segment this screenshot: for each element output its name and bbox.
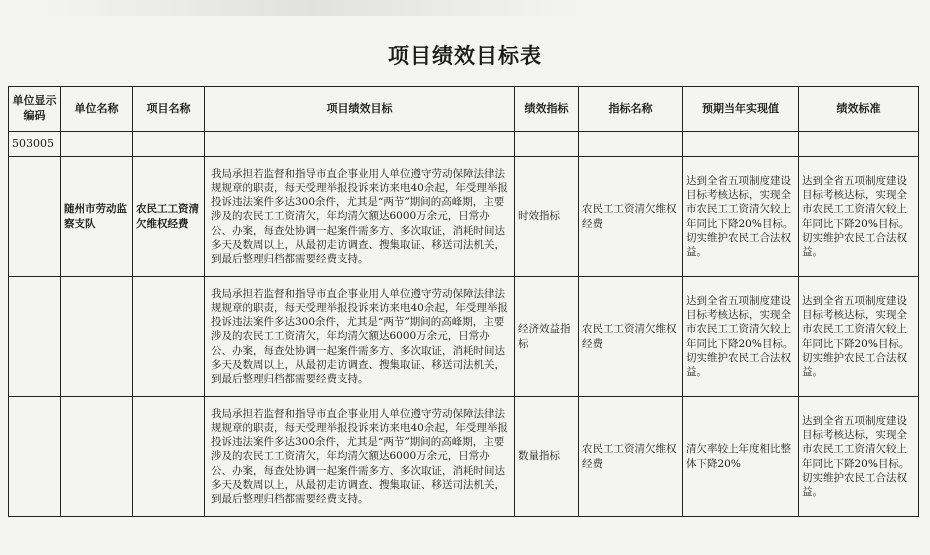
goal-cell: 我局承担若监督和指导市直企事业用人单位遵守劳动保障法律法规规章的职责，每天受理举报投诉来访来电40余起，年受理举报投诉违法案件多达300余件，尤其是“两节”期间的高峰期，主要涉及的农民工工资清欠，年均清欠额达6000万余元，日常办公、办案，每查处协调一起案件需多方、多次取证，消耗时间达多天及数周以上，从最初走访调查、搜集取证、移送司法机关，到最后整理归档都需要经费支持。 [205, 397, 515, 517]
indicator-cell: 数量指标 [515, 397, 579, 517]
performance-table [8, 86, 919, 517]
expected-cell: 达到全省五项制度建设目标考核达标，实现全市农民工工资清欠较上年同比下降20%目标。切实维护农民工合法权益。 [683, 157, 799, 277]
header-standard: 绩效标准 [799, 87, 919, 132]
standard-cell: 达到全省五项制度建设目标考核达标，实现全市农民工工资清欠较上年同比下降20%目标。切实维护农民工合法权益。 [799, 157, 919, 277]
unit-name-cell: 随州市劳动监察支队 [61, 157, 133, 277]
header-project: 项目名称 [133, 87, 205, 132]
header-unit: 单位名称 [61, 87, 133, 132]
expected-cell: 清欠率较上年度相比整体下降20% [683, 397, 799, 517]
indicator-cell: 经济效益指标 [515, 277, 579, 397]
table-row [9, 157, 919, 277]
goal-cell: 我局承担若监督和指导市直企事业用人单位遵守劳动保障法律法规规章的职责，每天受理举报投诉来访来电40余起，年受理举报投诉违法案件多达300余件，尤其是“两节”期间的高峰期，主要涉及的农民工工资清欠，年均清欠额达6000万余元，日常办公、办案，每查处协调一起案件需多方、多次取证，消耗时间达多天及数周以上，从最初走访调查、搜集取证、移送司法机关，到最后整理归档都需要经费支持。 [205, 157, 515, 277]
indicator-name-cell: 农民工工资清欠维权经费 [579, 277, 683, 397]
indicator-name-cell: 农民工工资清欠维权经费 [579, 157, 683, 277]
header-row [9, 87, 919, 132]
header-expected: 预期当年实现值 [683, 87, 799, 132]
standard-cell: 达到全省五项制度建设目标考核达标，实现全市农民工工资清欠较上年同比下降20%目标。切实维护农民工合法权益。 [799, 277, 919, 397]
table-row [9, 277, 919, 397]
indicator-cell: 时效指标 [515, 157, 579, 277]
indicator-name-cell: 农民工工资清欠维权经费 [579, 397, 683, 517]
header-code: 单位显示编码 [9, 87, 61, 132]
header-indicator: 绩效指标 [515, 87, 579, 132]
page-title: 项目绩效目标表 [388, 43, 542, 68]
code-cell: 503005 [9, 132, 61, 157]
header-indicator-name: 指标名称 [579, 87, 683, 132]
standard-cell: 达到全省五项制度建设目标考核达标，实现全市农民工工资清欠较上年同比下降20%目标。切实维护农民工合法权益。 [799, 397, 919, 517]
expected-cell: 达到全省五项制度建设目标考核达标，实现全市农民工工资清欠较上年同比下降20%目标。切实维护农民工合法权益。 [683, 277, 799, 397]
code-row [9, 132, 919, 157]
project-name-cell: 农民工工资清欠维权经费 [133, 157, 205, 277]
table-row [9, 397, 919, 517]
header-goal: 项目绩效目标 [205, 87, 515, 132]
scan-smudge [30, 0, 590, 16]
goal-cell: 我局承担若监督和指导市直企事业用人单位遵守劳动保障法律法规规章的职责，每天受理举报投诉来访来电40余起，年受理举报投诉违法案件多达300余件，尤其是“两节”期间的高峰期，主要涉及的农民工工资清欠，年均清欠额达6000万余元，日常办公、办案，每查处协调一起案件需多方、多次取证，消耗时间达多天及数周以上，从最初走访调查、搜集取证、移送司法机关，到最后整理归档都需要经费支持。 [205, 277, 515, 397]
